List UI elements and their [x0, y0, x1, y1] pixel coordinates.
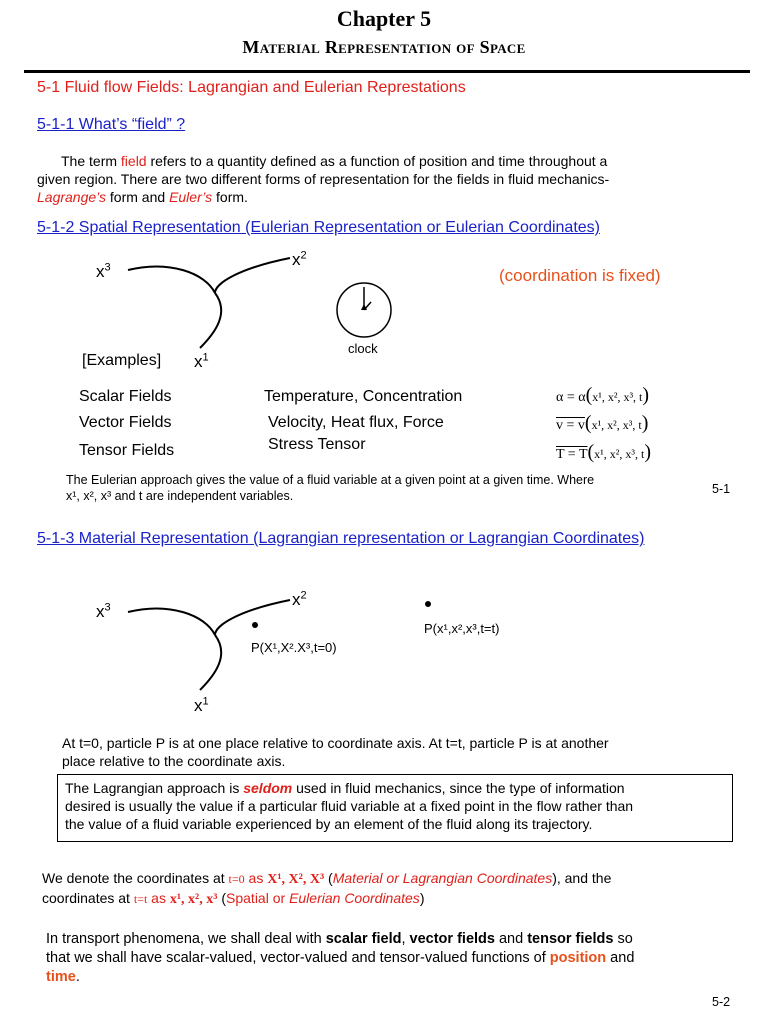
axis-curve-x1 — [200, 293, 221, 348]
vector-fields-label: Vector Fields — [79, 414, 172, 431]
material-coordinates-label: Material or Lagrangian Coordinates — [332, 870, 553, 886]
axis-label-x2: $x^2$ — [292, 589, 307, 609]
box-text: the value of a fluid variable experienced by an element of the fluid along its trajectory. — [65, 816, 593, 832]
material-coordinates-symbols: X¹, X², X³ — [267, 872, 325, 887]
particle-label-tt: P(x¹,x²,x³,t=t) — [424, 621, 500, 636]
para-text: The term — [61, 153, 121, 169]
tensor-field-equation: T = T(x¹, x², x³, t) — [556, 441, 651, 463]
transport-text: so — [613, 931, 633, 947]
transport-text: In transport phenomena, we shall deal with — [46, 931, 326, 947]
term-scalar-field: scalar field — [325, 931, 402, 947]
term-tensor-fields: tensor fields — [527, 931, 614, 947]
particle-paragraph — [62, 734, 742, 770]
box-text: The Lagrangian approach is — [65, 780, 244, 796]
axis-curve-x2 — [215, 600, 290, 635]
vector-field-equation: v = v(x¹, x², x³, t) — [556, 412, 649, 434]
axis-label-x3: $x^3$ — [96, 261, 111, 281]
examples-label: [Examples] — [82, 352, 162, 369]
header-rule — [24, 70, 750, 73]
vector-fields-examples: Velocity, Heat flux, Force — [268, 414, 444, 431]
field-definition-paragraph — [37, 152, 737, 206]
denote-as: as — [147, 890, 170, 906]
clock-label: clock — [348, 341, 378, 356]
scalar-field-equation: α = α(x¹, x², x³, t) — [556, 384, 650, 406]
term-lagrange: Lagrange’s — [37, 189, 107, 205]
denote-text: ( — [324, 870, 333, 886]
eulerian-note — [66, 472, 594, 504]
transport-text: and — [494, 931, 528, 947]
denote-text: ) — [419, 890, 425, 906]
term-seldom: seldom — [243, 780, 293, 796]
axis-curve-x1 — [200, 635, 221, 690]
axis-label-x2: $x^2$ — [292, 249, 307, 269]
page-number-5-2: 5-2 — [712, 995, 731, 1009]
transport-text: that we shall have scalar-valued, vector-valued and tensor-valued functions of — [46, 950, 550, 966]
denote-as: as — [244, 870, 268, 886]
term-time: time — [46, 969, 76, 985]
section-5-1-heading: 5-1 Fluid flow Fields: Lagrangian and Eulerian Represtations — [37, 79, 466, 96]
denote-tt: t=t — [133, 892, 148, 906]
para-text: form and — [106, 189, 170, 205]
para-text: form. — [212, 189, 248, 205]
term-euler: Euler’s — [169, 189, 213, 205]
axis-label-x1: $x^1$ — [194, 695, 209, 715]
scalar-fields-label: Scalar Fields — [79, 388, 172, 405]
para-text: refers to a quantity defined as a function of position and time throughout a — [146, 153, 608, 169]
denote-text: coordinates at — [42, 890, 134, 906]
coordination-fixed-label: (coordination is fixed) — [499, 266, 661, 285]
page-number-5-1: 5-1 — [712, 482, 731, 496]
box-text: desired is usually the value if a particular fluid variable at a fixed point in the flow rather than — [65, 798, 634, 814]
spatial-coordinates-label: Spatial or — [226, 890, 290, 906]
eulerian-coordinates-label: Eulerian Coordinates — [289, 890, 420, 906]
particle-label-t0: P(X¹,X².X³,t=0) — [251, 640, 337, 655]
section-5-1-3-heading: 5-1-3 Material Representation (Lagrangian representation or Lagrangian Coordinates) — [37, 530, 645, 547]
clock-icon — [334, 280, 394, 340]
spatial-coordinates-symbols: x¹, x², x³ — [169, 892, 218, 907]
axis-label-x1: $x^1$ — [194, 351, 209, 371]
denote-text: We denote the coordinates at — [42, 870, 229, 886]
transport-text: . — [75, 969, 80, 985]
axis-curve-x3 — [128, 267, 215, 293]
lagrangian-axes-diagram — [80, 590, 400, 710]
particle-text-line: At t=0, particle P is at one place relative to coordinate axis. At t=t, particle P is at another — [62, 735, 609, 751]
coordinates-denote-paragraph — [42, 869, 742, 909]
particle-dot-tt — [425, 601, 431, 607]
tensor-fields-label: Tensor Fields — [79, 442, 175, 459]
particle-text-line: place relative to the coordinate axis. — [62, 753, 286, 769]
chapter-title: Chapter 5 — [336, 6, 432, 31]
lagrangian-approach-text — [65, 779, 729, 833]
axis-curve-x2 — [215, 258, 290, 293]
denote-text: ( — [217, 890, 227, 906]
tensor-fields-examples: Stress Tensor — [268, 436, 366, 453]
axis-label-x3: $x^3$ — [96, 601, 111, 621]
para-text: given region. There are two different forms of representation for the fields in fluid mechanics- — [37, 171, 610, 187]
chapter-subtitle: Material Representation of Space — [242, 37, 526, 57]
denote-text: ), and the — [552, 870, 612, 886]
term-position: position — [549, 950, 607, 966]
particle-dot-t0 — [252, 622, 258, 628]
term-field: field — [120, 153, 147, 169]
transport-text: and — [606, 950, 635, 966]
term-vector-fields: vector fields — [409, 931, 495, 947]
transport-text: , — [401, 931, 410, 947]
scalar-fields-examples: Temperature, Concentration — [264, 388, 463, 405]
transport-phenomena-paragraph — [46, 930, 746, 987]
denote-t0: t=0 — [228, 872, 245, 886]
section-5-1-2-heading: 5-1-2 Spatial Representation (Eulerian Representation or Eulerian Coordinates) — [37, 219, 600, 236]
box-text: used in fluid mechanics, since the type of information — [292, 780, 625, 796]
axis-curve-x3 — [128, 609, 215, 635]
eulerian-note-line: x¹, x², x³ and t are independent variables. — [66, 489, 294, 503]
section-5-1-1-heading: 5-1-1 What’s “field” ? — [37, 116, 186, 133]
eulerian-note-line: The Eulerian approach gives the value of a fluid variable at a given point at a given time. Where — [66, 473, 595, 487]
